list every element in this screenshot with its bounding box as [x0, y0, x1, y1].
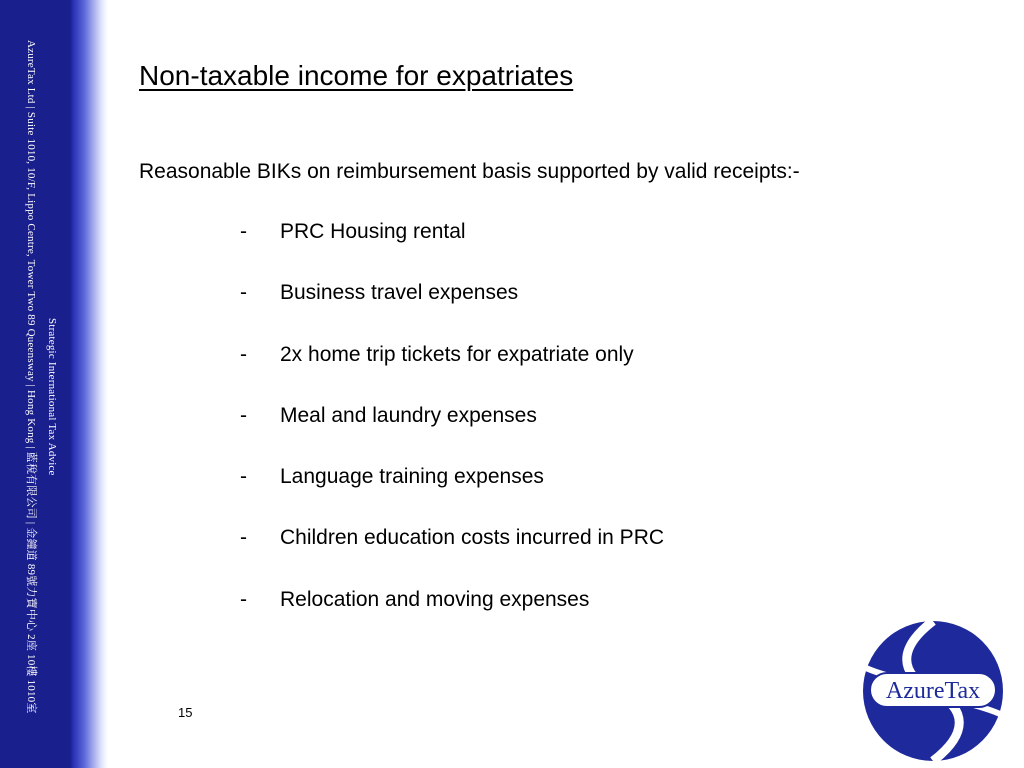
bullet-dash: -	[240, 403, 247, 427]
bullet-dash: -	[240, 220, 247, 243]
list-item	[240, 220, 664, 281]
bullet-dash: -	[240, 526, 247, 550]
list-item	[240, 588, 664, 649]
page-number: 15	[178, 705, 193, 720]
bullet-text: Relocation and moving expenses	[280, 587, 590, 611]
bullet-text: Meal and laundry expenses	[280, 403, 537, 427]
bullet-text: 2x home trip tickets for expatriate only	[280, 342, 634, 366]
bullet-text: Children education costs incurred in PRC	[280, 526, 665, 550]
bullet-list	[240, 220, 664, 649]
sidebar-band	[0, 0, 108, 768]
list-item	[240, 465, 664, 526]
bullet-dash: -	[240, 587, 247, 611]
list-item	[240, 343, 664, 404]
list-item	[240, 404, 664, 465]
bullet-dash: -	[240, 281, 247, 305]
sidebar-tagline: Strategic International Tax Advice	[46, 318, 58, 476]
bullet-text: Language training expenses	[280, 465, 544, 489]
bullet-text: PRC Housing rental	[280, 220, 466, 243]
bullet-dash: -	[240, 465, 247, 489]
bullet-dash: -	[240, 342, 247, 366]
azuretax-logo	[858, 618, 1008, 764]
logo-text: AzureTax	[885, 678, 981, 704]
list-item	[240, 281, 664, 342]
slide-intro: Reasonable BIKs on reimbursement basis supported by valid receipts:-	[139, 160, 800, 183]
list-item	[240, 526, 664, 587]
sidebar-address-text: AzureTax Ltd | Suite 1010, 10/F, Lippo Centre, Tower Two 89 Queensway | Hong Kong | 藍稅有限公司 | 金鐘道 89號力寶中心 2座 10樓 1010室	[25, 40, 37, 714]
slide-title: Non-taxable income for expatriates	[139, 60, 574, 91]
bullet-text: Business travel expenses	[280, 281, 519, 305]
